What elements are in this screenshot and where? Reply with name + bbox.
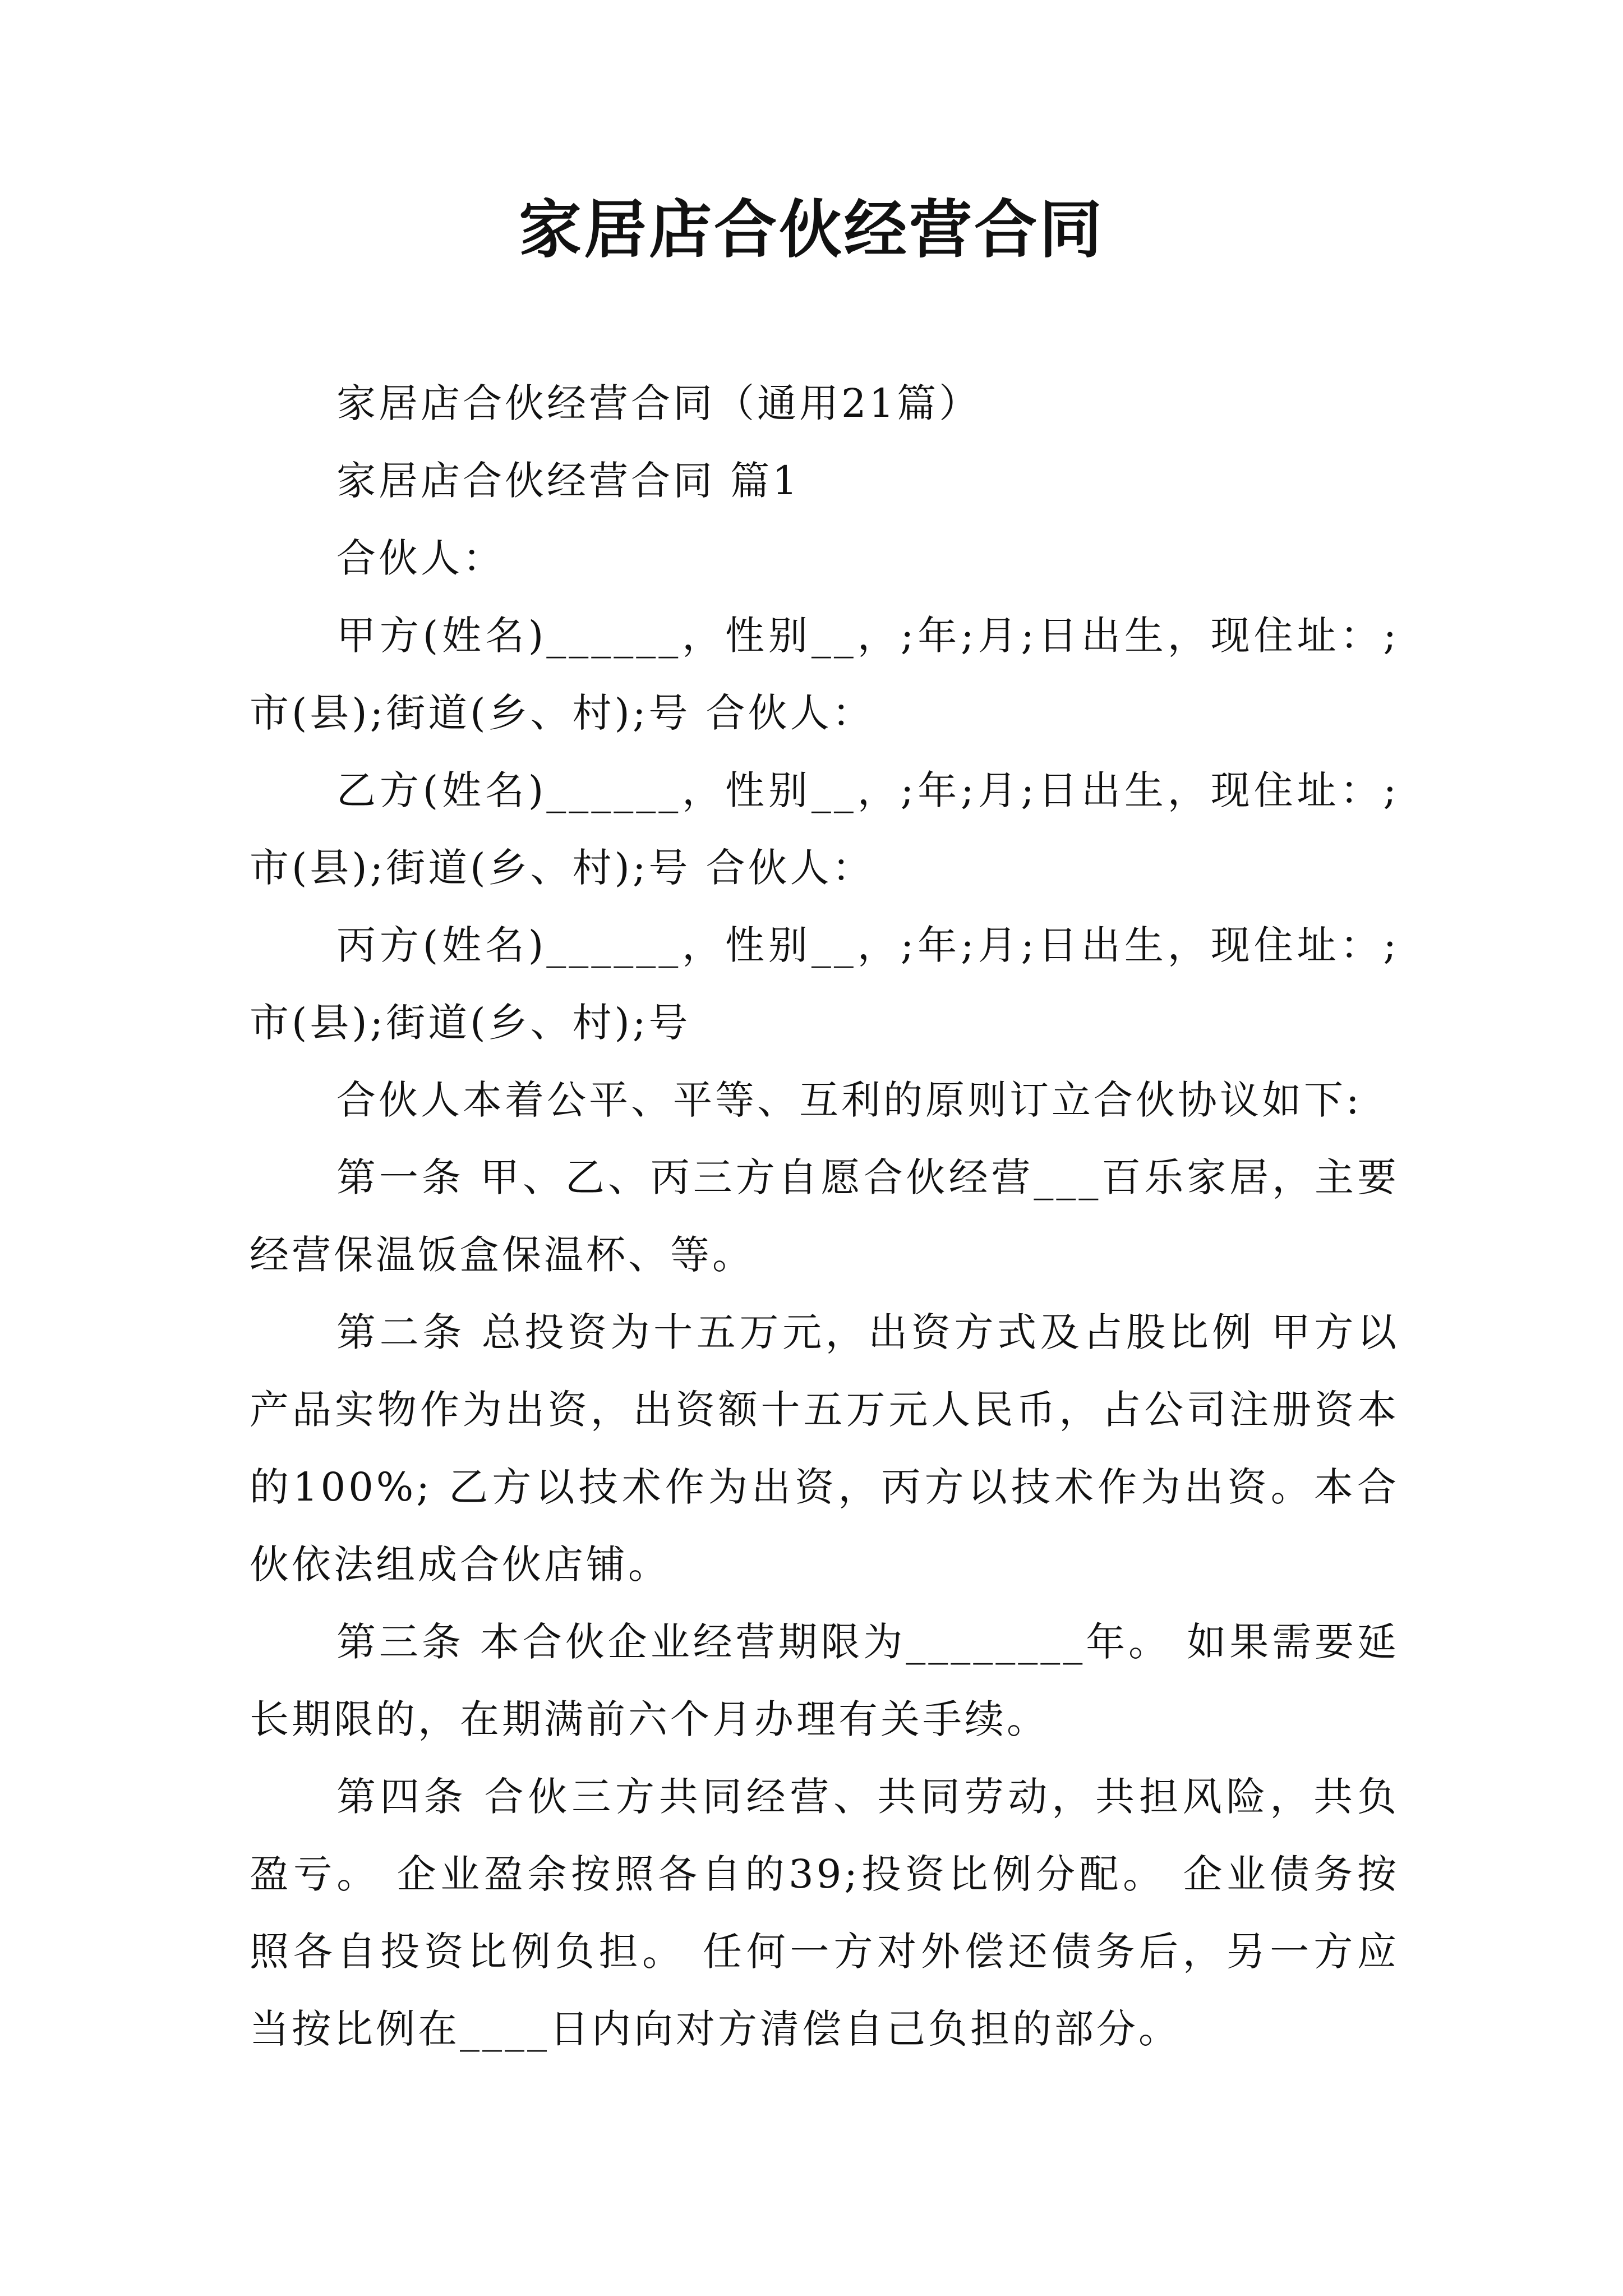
paragraph-party-a: 甲方(姓名)______，性别__，;年;月;日出生，现住址：;市(县);街道(乡、村);号 合伙人： xyxy=(250,613,1399,736)
paragraph-article-3: 第三条 本合伙企业经营期限为________年。 如果需要延长期限的，在期满前六个月办理有关手续。 xyxy=(250,1619,1399,1742)
document-title: 家居店合伙经营合同 xyxy=(519,193,1104,266)
paragraph-party-c: 丙方(姓名)______，性别__，;年;月;日出生，现住址：;市(县);街道(乡、村);号 xyxy=(250,922,1399,1046)
paragraph-partners-label: 合伙人： xyxy=(336,535,505,581)
paragraph-party-b: 乙方(姓名)______，性别__，;年;月;日出生，现住址：;市(县);街道(乡、村);号 合伙人： xyxy=(250,767,1399,891)
paragraph-article-4: 第四条 合伙三方共同经营、共同劳动，共担风险，共负盈亏。 企业盈余按照各自的39;投资比例分配。 企业债务按照各自投资比例负担。 任何一方对外偿还债务后，另一方应当按比例在____日内向对方清偿自己负担的部分。 xyxy=(250,1774,1399,2052)
paragraph-article-1: 第一条 甲、乙、丙三方自愿合伙经营___百乐家居，主要经营保温饭盒保温杯、等。 xyxy=(250,1154,1399,1278)
paragraph-article-2: 第二条 总投资为十五万元，出资方式及占股比例 甲方以产品实物作为出资，出资额十五万元人民币，占公司注册资本的100%; 乙方以技术作为出资，丙方以技术作为出资。本合伙依法组成合伙店铺。 xyxy=(250,1309,1399,1588)
paragraph-preamble: 合伙人本着公平、平等、互利的原则订立合伙协议如下: xyxy=(336,1077,1362,1123)
document-body xyxy=(250,365,1399,2068)
paragraph-section-heading: 家居店合伙经营合同 篇1 xyxy=(336,458,800,504)
paragraph-subtitle: 家居店合伙经营合同（通用21篇） xyxy=(336,380,981,426)
